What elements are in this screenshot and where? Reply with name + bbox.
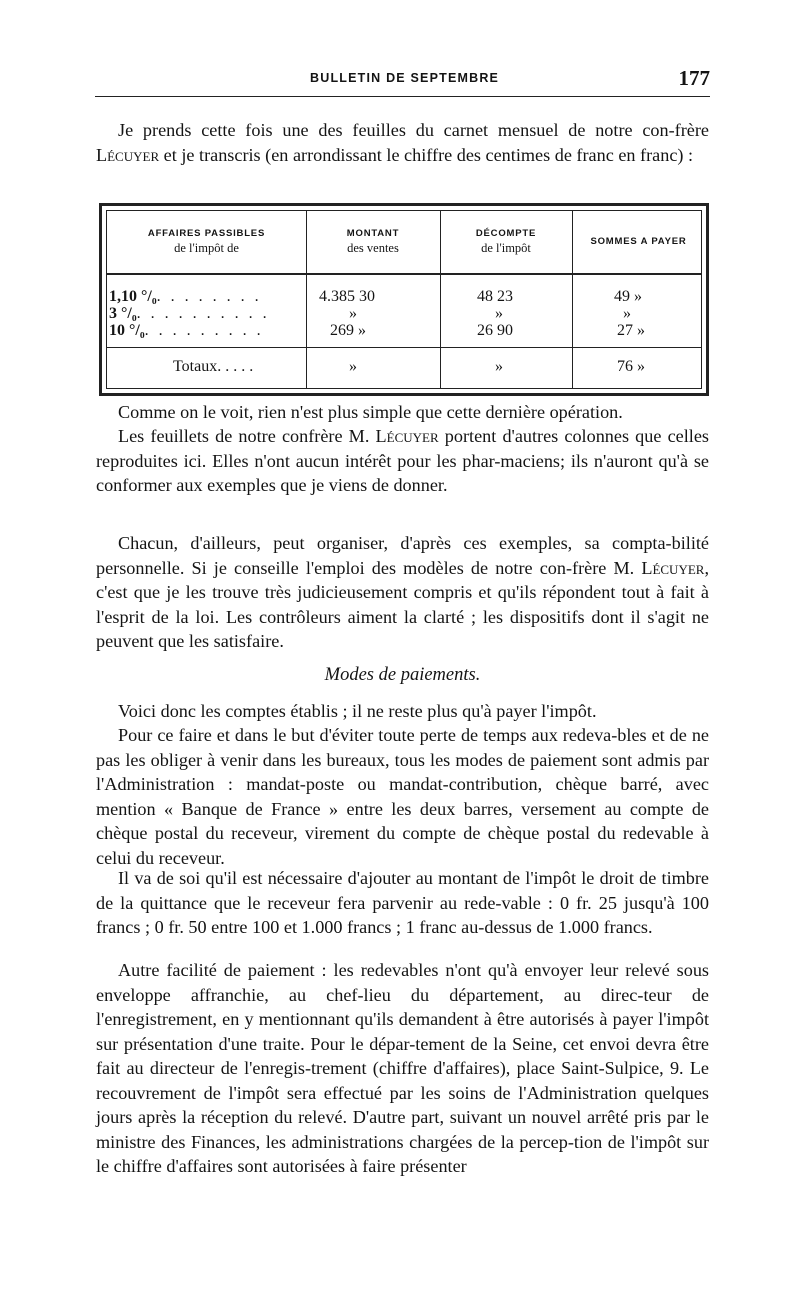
sommes-value: » <box>623 305 631 322</box>
totals-separator <box>107 347 701 348</box>
body-paragraph: Voici donc les comptes établis ; il ne reste plus qu'à payer l'impôt. <box>118 701 597 721</box>
dot-leader: . . . . . . . . . . <box>136 305 270 322</box>
intro-text-after: et je transcris (en arrondissant le chiffre des centimes de franc en franc) : <box>159 144 694 165</box>
tax-table <box>99 203 709 396</box>
paragraph-text-before: Les feuillets de notre confrère M. <box>118 426 376 446</box>
dot-leader: . . . . . . . . . <box>144 322 264 339</box>
body-paragraph: Autre facilité de paiement : les redevables n'ont qu'à envoyer leur relevé sous enveloppe affranchie, au chef-lieu du département, au direc-teur de l'enregistrement, en y mentionnant qu'ils demandent à être autorisés à payer l'impôt sur présentation d'une traite. Pour le dépar-tement de la Seine, cet envoi devra être fait au directeur de l'enregis-trement (chiffre d'affaires), place Saint-Sulpice, 9. Le recouvrement de l'impôt sera effectué par les soins de l'Administration quelques jours après la réception du relevé. D'autre part, suivant un nouvel arrêté pris par le ministre des Finances, les administrations chargées de la percep-tion de l'impôt sur le chiffre d'affaires sont autorisées à faire présenter <box>96 960 709 1176</box>
paragraph-text-after: portent d'autres colonnes que celles reproduites ici. Elles n'ont aucun intérêt pour les phar-maciens; ils n'auront qu'à se conformer aux exemples que je viens de donner. <box>96 426 709 495</box>
body-paragraph: Comme on le voit, rien n'est plus simple que cette dernière opération. <box>118 402 623 422</box>
row-label <box>109 306 270 322</box>
column-header-line2: des ventes <box>347 241 399 255</box>
column-header-montant <box>306 227 440 255</box>
body-paragraph <box>96 424 709 498</box>
paragraph-text-before: Chacun, d'ailleurs, peut organiser, d'après ces exemples, sa compta-bilité personnelle. Si je conseille l'emploi des modèles de notre con-frère M. <box>96 533 709 578</box>
person-name: Lécuyer <box>96 144 160 165</box>
sommes-value: 49 » <box>614 288 642 305</box>
dot-leader: . . . . . . . . <box>156 288 262 305</box>
totals-label: Totaux. . . . . <box>173 358 254 375</box>
section-title: Modes de paiements. <box>324 665 481 685</box>
column-header-line2: de l'impôt <box>481 241 531 255</box>
column-header-line2: de l'impôt de <box>174 241 239 255</box>
column-header-line1: DÉCOMPTE <box>475 228 537 239</box>
tax-table-inner <box>106 210 702 389</box>
body-paragraph: Pour ce faire et dans le but d'éviter toute perte de temps aux redeva-bles et de ne pas les obliger à venir dans les bureaux, tous les modes de paiement sont admis par l'Administration : mandat-poste ou mandat-contribution, chèque barré, avec mention « Banque de France » entre les deux barres, versement au compte de chèque postal du receveur, virement du compte de chèque postal du redevable à celui du receveur. <box>96 725 709 868</box>
column-header-line1: SOMMES A PAYER <box>590 236 687 247</box>
person-name: Lécuyer <box>375 426 439 446</box>
column-header-line1: AFFAIRES PASSIBLES <box>147 228 266 239</box>
intro-text-before: Je prends cette fois une des feuilles du carnet mensuel de notre con-frère <box>118 120 709 140</box>
column-header-line1: MONTANT <box>346 228 400 239</box>
row-label <box>109 289 262 305</box>
sommes-value: 27 » <box>617 322 645 339</box>
column-header-sommes <box>572 235 705 249</box>
page-number: 177 <box>678 66 710 90</box>
totals-montant: » <box>349 358 357 375</box>
decompte-value: » <box>495 305 503 322</box>
body-paragraph <box>96 531 709 654</box>
person-name: Lécuyer <box>641 557 705 578</box>
decompte-value: 48 23 <box>477 288 513 305</box>
body-paragraph: Il va de soi qu'il est nécessaire d'ajouter au montant de l'impôt le droit de timbre de la quittance que le receveur fera parvenir au rede-vable : 0 fr. 25 jusqu'à 100 francs ; 0 fr. 50 entre 100 et 1.000 francs ; 1 franc au-dessus de 1.000 francs. <box>96 868 709 937</box>
row-label <box>109 323 264 339</box>
column-header-affaires <box>107 227 306 255</box>
totals-decompte: » <box>495 358 503 375</box>
header-separator <box>107 273 701 275</box>
rate-label: 10 °/₀ <box>109 322 145 339</box>
column-header-decompte <box>440 227 572 255</box>
page-header <box>95 66 710 97</box>
intro-paragraph <box>96 118 709 167</box>
paragraph-text-after: , c'est que je les trouve très judicieusement compris et qu'ils répondent tout à fait à l'esprit de la loi. Les contrôleurs aiment la clarté ; les dispositifs dont il s'agit ne peuvent que les satisfaire. <box>96 557 709 651</box>
montant-value: 269 » <box>330 322 366 339</box>
montant-value: 4.385 30 <box>319 288 375 305</box>
rate-label: 3 °/₀ <box>109 305 137 322</box>
rate-label: 1,10 °/₀ <box>109 288 157 305</box>
running-title: BULLETIN DE SEPTEMBRE <box>310 71 500 85</box>
montant-value: » <box>349 305 357 322</box>
decompte-value: 26 90 <box>477 322 513 339</box>
totals-sommes: 76 » <box>617 358 645 375</box>
